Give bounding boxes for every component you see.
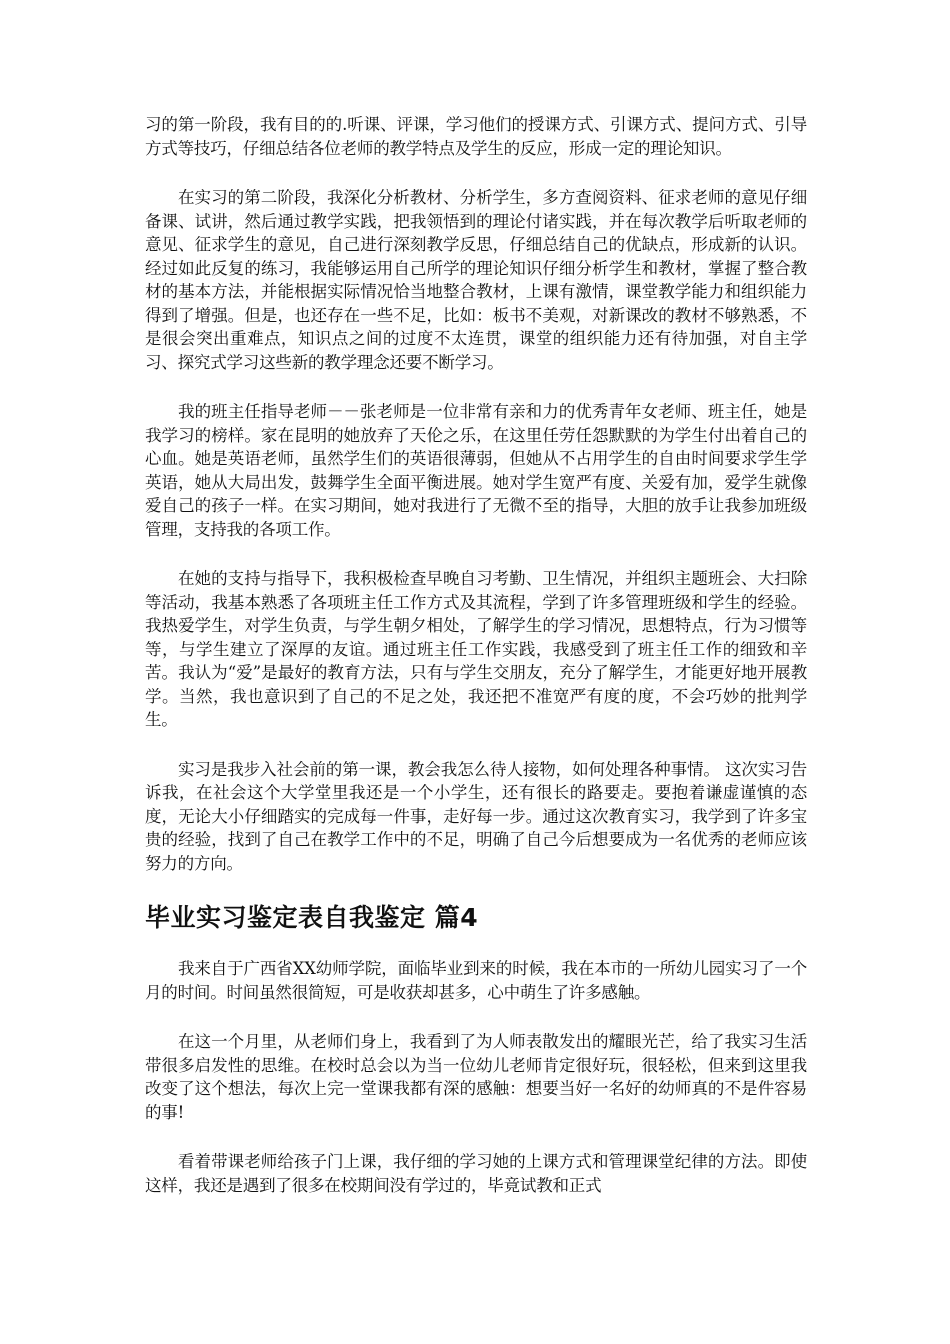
- paragraph-conclusion: 实习是我步入社会前的第一课，教会我怎么待人接物，如何处理各种事情。 这次实习告诉我，在社会这个大学堂里我还是一个小学生，还有很长的路要走。要抱着谦虚谨慎的态度，无论大小仔细踏实的完成每一件事，走好每一步。通过这次教育实习，我学到了许多宝贵的经验，找到了自己在教学工作中的不足，明确了自己今后想要成为一名优秀的老师应该努力的方向。: [145, 759, 807, 873]
- paragraph-head-teacher: 我的班主任指导老师－－张老师是一位非常有亲和力的优秀青年女老师、班主任，她是我学习的榜样。家在昆明的她放弃了天伦之乐，在这里任劳任怨默默的为学生付出着自己的心血。她是英语老师，虽然学生们的英语很薄弱，但她从不占用学生的自由时间要求学生学英语，她从大局出发，鼓舞学生全面平衡进展。她对学生宽严有度、关爱有加，爱学生就像爱自己的孩子一样。在实习期间，她对我进行了无微不至的指导，大胆的放手让我参加班级管理，支持我的各项工作。: [145, 402, 807, 539]
- paragraph-continuation: 习的第一阶段，我有目的的.听课、评课，学习他们的授课方式、引课方式、提问方式、引导方式等技巧，仔细总结各位老师的教学特点及学生的反应，形成一定的理论知识。: [145, 115, 807, 158]
- paragraph-second-stage: 在实习的第二阶段，我深化分析教材、分析学生，多方查阅资料、征求老师的意见仔细备课、试讲，然后通过教学实践，把我领悟到的理论付诸实践，并在每次教学后听取老师的意见、征求学生的意见，自己进行深刻教学反思，仔细总结自己的优缺点，形成新的认识。经过如此反复的练习，我能够运用自己所学的理论知识仔细分析学生和教材，掌握了整合教材的基本方法，并能根据实际情况恰当地整合教材，上课有激情，课堂教学能力和组织能力得到了增强。但是，也还存在一些不足，比如：板书不美观，对新课改的教材不够熟悉，不是很会突出重难点，知识点之间的过度不太连贯，课堂的组织能力还有待加强，对自主学习、探究式学习这些新的教学理念还要不断学习。: [145, 188, 807, 372]
- section-title: 毕业实习鉴定表自我鉴定 篇4: [145, 903, 479, 932]
- document-page: [145, 113, 807, 1223]
- paragraph-this-month: 在这一个月里，从老师们身上，我看到了为人师表散发出的耀眼光芒，给了我实习生活带很多启发性的思维。在校时总会以为当一位幼儿老师肯定很好玩，很轻松，但来到这里我改变了这个想法，每次上完一堂课我都有深的感触：想要当好一名好的幼师真的不是件容易的事!: [145, 1032, 807, 1122]
- paragraph-class-management: 在她的支持与指导下，我积极检查早晚自习考勤、卫生情况，并组织主题班会、大扫除等活动，我基本熟悉了各项班主任工作方式及其流程，学到了许多管理班级和学生的经验。我热爱学生，对学生负责，与学生朝夕相处，了解学生的学习情况，思想特点，行为习惯等等，与学生建立了深厚的友谊。通过班主任工作实践，我感受到了班主任工作的细致和辛苦。我认为“爱”是最好的教育方法，只有与学生交朋友，充分了解学生，才能更好地开展教学。当然，我也意识到了自己的不足之处，我还把不准宽严有度的度，不会巧妙的批判学生。: [145, 569, 807, 729]
- paragraph-introduction: 我来自于广西省XX幼师学院，面临毕业到来的时候，我在本市的一所幼儿园实习了一个月的时间。时间虽然很简短，可是收获却甚多，心中萌生了许多感触。: [145, 959, 807, 1002]
- paragraph-learning-methods: 看着带课老师给孩子门上课，我仔细的学习她的上课方式和管理课堂纪律的方法。即使这样，我还是遇到了很多在校期间没有学过的，毕竟试教和正式: [145, 1152, 807, 1195]
